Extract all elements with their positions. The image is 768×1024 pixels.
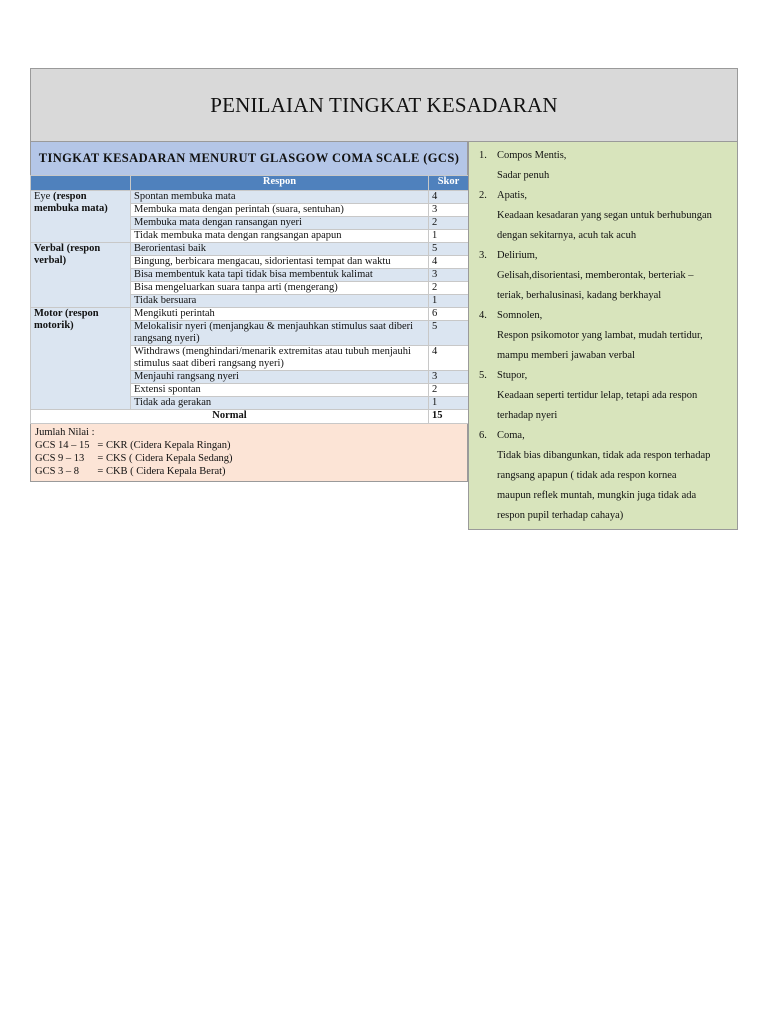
consciousness-levels-list xyxy=(468,142,738,530)
title-banner xyxy=(30,68,738,142)
level-description: teriak, berhalusinasi, kadang berkhayal xyxy=(497,290,662,301)
level-item xyxy=(469,150,737,190)
skor-cell: 1 xyxy=(429,230,469,243)
gcs-normal-row xyxy=(31,410,469,424)
level-number: 2. xyxy=(479,190,487,201)
gcs-panel xyxy=(30,142,468,482)
gcs-category-cell xyxy=(31,191,131,243)
level-number: 4. xyxy=(479,310,487,321)
skor-cell: 1 xyxy=(429,397,469,410)
gcs-row xyxy=(31,243,469,256)
summary-line: GCS 14 – 15 = CKR (Cidera Kepala Ringan) xyxy=(35,440,231,451)
skor-cell: 2 xyxy=(429,384,469,397)
level-description: mampu memberi jawaban verbal xyxy=(497,350,635,361)
respon-cell: Tidak ada gerakan xyxy=(131,397,429,410)
level-description: terhadap nyeri xyxy=(497,410,558,421)
gcs-table xyxy=(30,175,469,424)
respon-cell: Bingung, berbicara mengacau, sidorientasi tempat dan waktu xyxy=(131,256,429,269)
skor-cell: 6 xyxy=(429,308,469,321)
respon-cell: Membuka mata dengan perintah (suara, sentuhan) xyxy=(131,204,429,217)
skor-cell: 3 xyxy=(429,269,469,282)
level-name: Stupor, xyxy=(497,370,528,381)
gcs-heading: TINGKAT KESADARAN MENURUT GLASGOW COMA SCALE (GCS) xyxy=(30,142,468,175)
level-item xyxy=(469,310,737,370)
level-item xyxy=(469,250,737,310)
respon-cell: Berorientasi baik xyxy=(131,243,429,256)
level-number: 1. xyxy=(479,150,487,161)
level-description: Sadar penuh xyxy=(497,170,550,181)
gcs-row xyxy=(31,308,469,321)
level-description: maupun reflek muntah, mungkin juga tidak ada xyxy=(497,490,697,501)
header-blank-cell xyxy=(31,176,131,191)
level-number: 3. xyxy=(479,250,487,261)
level-name: Coma, xyxy=(497,430,525,441)
level-item xyxy=(469,190,737,250)
respon-cell: Extensi spontan xyxy=(131,384,429,397)
level-description: Keadaan kesadaran yang segan untuk berhubungan xyxy=(497,210,712,221)
respon-cell: Withdraws (menghindari/menarik extremitas atau tubuh menjauhi stimulus saat diberi rangsang nyeri) xyxy=(131,346,429,371)
level-name: Delirium, xyxy=(497,250,538,261)
level-name: Apatis, xyxy=(497,190,528,201)
document-page xyxy=(30,68,738,530)
respon-cell: Membuka mata dengan ransangan nyeri xyxy=(131,217,429,230)
level-number: 5. xyxy=(479,370,487,381)
gcs-category-cell xyxy=(31,308,131,410)
category-label-bold: (respon membuka mata) xyxy=(34,191,108,214)
respon-cell: Bisa membentuk kata tapi tidak bisa membentuk kalimat xyxy=(131,269,429,282)
summary-line: Jumlah Nilai : xyxy=(35,427,95,438)
respon-cell: Tidak membuka mata dengan rangsangan apapun xyxy=(131,230,429,243)
category-label-bold: Verbal (respon verbal) xyxy=(34,243,101,266)
respon-cell: Melokalisir nyeri (menjangkau & menjauhkan stimulus saat diberi rangsang nyeri) xyxy=(131,321,429,346)
level-description: dengan sekitarnya, acuh tak acuh xyxy=(497,230,637,241)
skor-cell: 4 xyxy=(429,191,469,204)
skor-cell: 1 xyxy=(429,295,469,308)
respon-cell: Bisa mengeluarkan suara tanpa arti (mengerang) xyxy=(131,282,429,295)
skor-cell: 5 xyxy=(429,321,469,346)
level-description: Tidak bias dibangunkan, tidak ada respon terhadap xyxy=(497,450,711,461)
level-description: respon pupil terhadap cahaya) xyxy=(497,510,624,521)
respon-cell: Mengikuti perintah xyxy=(131,308,429,321)
gcs-row xyxy=(31,191,469,204)
skor-cell: 2 xyxy=(429,282,469,295)
level-description: Respon psikomotor yang lambat, mudah tertidur, xyxy=(497,330,703,341)
respon-cell: Tidak bersuara xyxy=(131,295,429,308)
level-name: Somnolen, xyxy=(497,310,543,321)
gcs-header-row xyxy=(31,176,469,191)
skor-cell: 4 xyxy=(429,256,469,269)
normal-score: 15 xyxy=(429,410,469,424)
level-description: Keadaan seperti tertidur lelap, tetapi ada respon xyxy=(497,390,698,401)
normal-label: Normal xyxy=(31,410,429,424)
level-description: Gelisah,disorientasi, memberontak, berteriak – xyxy=(497,270,694,281)
skor-cell: 3 xyxy=(429,371,469,384)
level-description: rangsang apapun ( tidak ada respon kornea xyxy=(497,470,677,481)
summary-line: GCS 9 – 13 = CKS ( Cidera Kepala Sedang) xyxy=(35,453,233,464)
page-title: PENILAIAN TINGKAT KESADARAN xyxy=(210,92,558,117)
level-item xyxy=(469,370,737,430)
header-skor: Skor xyxy=(429,176,469,191)
category-label-bold: Motor (respon motorik) xyxy=(34,308,99,331)
category-label: Eye xyxy=(34,191,53,202)
gcs-summary xyxy=(30,424,468,482)
header-respon: Respon xyxy=(131,176,429,191)
level-number: 6. xyxy=(479,430,487,441)
skor-cell: 2 xyxy=(429,217,469,230)
respon-cell: Spontan membuka mata xyxy=(131,191,429,204)
level-item xyxy=(469,430,737,530)
skor-cell: 5 xyxy=(429,243,469,256)
summary-line: GCS 3 – 8 = CKB ( Cidera Kepala Berat) xyxy=(35,466,226,477)
skor-cell: 4 xyxy=(429,346,469,371)
skor-cell: 3 xyxy=(429,204,469,217)
gcs-category-cell xyxy=(31,243,131,308)
respon-cell: Menjauhi rangsang nyeri xyxy=(131,371,429,384)
level-name: Compos Mentis, xyxy=(497,150,567,161)
